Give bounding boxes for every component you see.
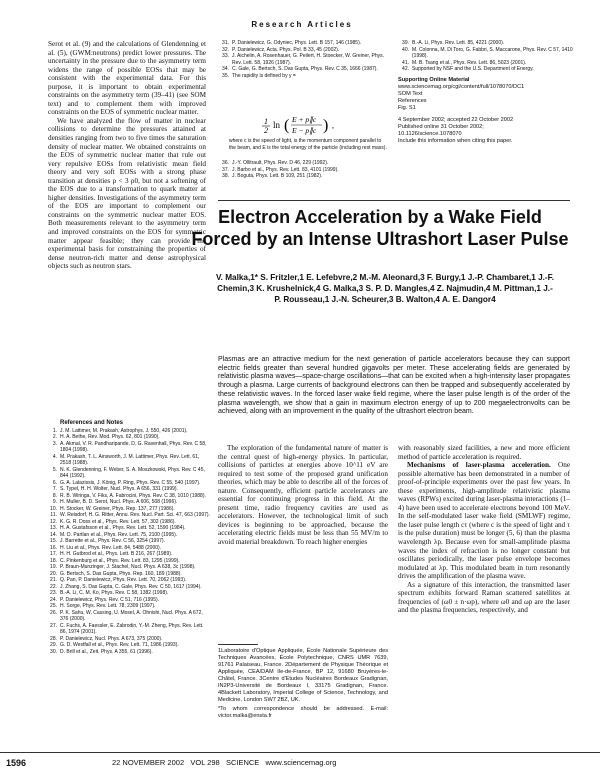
reference-number: 10. xyxy=(50,505,57,512)
reference-number: 11. xyxy=(50,512,57,518)
svg-text:,: , xyxy=(332,121,334,130)
affiliations xyxy=(218,648,388,720)
reference-text: G. Bertsch, S. Das Gupta, Phys. Rep. 160, 189 (1988). xyxy=(60,570,182,577)
correspondence-note: *To whom correspondence should be addressed. E-mail: victor.malka@ensta.fr xyxy=(218,706,388,719)
reference-text: M. Prakash, T. L. Ainsworth, J. M. Lattimer, Phys. Rev. Lett. 61, 2518 (1988). xyxy=(60,453,200,466)
reference-text: H. A. Bethe, Rev. Mod. Phys. 62, 801 (1990). xyxy=(60,434,160,440)
reference-number: 33. xyxy=(222,53,229,59)
reference-text: J. Zhang, S. Das Gupta, C. Gale, Phys. Rev. C 50, 1617 (1994). xyxy=(60,583,202,590)
reference-number: 41. xyxy=(402,59,409,66)
reference-text: H. Stocker, W. Greiner, Phys. Rep. 137, 277 (1986). xyxy=(60,505,175,512)
footnote-rule xyxy=(218,644,258,645)
reference-text: C. Gale, G. Bertsch, S. Das Gupta, Phys. Rev. C 35, 1666 (1987). xyxy=(232,66,378,72)
reference-text: G. A. Lalazissis, J. König, P. Ring, Phys. Rev. C 55, 540 (1997). xyxy=(60,479,201,486)
middle-column-body xyxy=(218,444,388,547)
reference-number: 13. xyxy=(50,525,57,531)
reference-text: W. Reisdorf, H. G. Ritter, Annu. Rev. Nucl. Part. Sci. 47, 663 (1997). xyxy=(60,512,210,518)
equation-graphic xyxy=(262,108,372,136)
reference-number: 5. xyxy=(52,466,57,473)
reference-text: B.-A. Li, C. M. Ko, Phys. Rev. C 58, 1382 (1998). xyxy=(60,590,169,596)
reference-text: J. Barbo et al., Phys. Rev. Lett. 83, 4101 (1999). xyxy=(232,166,339,173)
reference-number: 4. xyxy=(52,453,57,460)
reference-number: 22. xyxy=(50,583,57,590)
affiliation-text: 1Laboratoire d'Optique Appliquée, École Nationale Supérieure des Techniques Avancées, École Polytechnique, CNRS UMR 7639, 91761 Palaiseau, France. 2Département de Physique Théorique et Appliquée, CEA/DAM Ile-de-France, BP 12, 91680 Bruyères-le-Châtel, France. 3Centre d'Etudes Nucléaires Bordeaux Gradignan, IN2P3-Université de Bordeaux I, 33175 Gradignan, France. 4Blackett Laboratory, Imperial College of Science, Technology, and Medicine, London SW7 2BZ, UK. xyxy=(218,648,388,703)
reference-text: P. Danielewicz, Phys. Rev. C 51, 716 (1995). xyxy=(60,596,160,603)
reference-text: C. Pinkenburg et al., Phys. Rev. Lett. 83, 1295 (1999). xyxy=(60,557,180,564)
reference-number: 15. xyxy=(50,538,57,544)
references-list xyxy=(46,420,210,655)
svg-text:2: 2 xyxy=(264,126,268,135)
paragraph: One possible alternative has been demonstrated in a number of proof-of-principle experiments over the past few years. In these experiments, high-amplitude relativistic plasma waves (RPWs) excited during laser-plasma interactions (1–4) have been used to accelerate electrons beyond 100 MeV. In the self-modulated laser wake field (SMLWF) regime, the laser pulse length cτ (where c is the speed of light and τ is the pulse duration) must be longer (5, 6) than the plasma wavelength λp. Because even for small-amplitude plasma waves the index of refraction is no longer constant but oscillates periodically, the laser pulse envelope becomes modulated at λp. This modulated beam in turn resonantly drives the amplification of the plasma wave. xyxy=(398,461,571,581)
reference-number: 37. xyxy=(222,166,229,173)
reference-item xyxy=(46,454,210,467)
reference-text: P. Danielewicz, Nucl. Phys. A 673, 375 (2000). xyxy=(60,635,163,642)
reference-number: 12. xyxy=(50,518,57,525)
reference-text: M. D. Partlan et al., Phys. Rev. Lett. 75, 2100 (1995). xyxy=(60,531,178,538)
ref35-continuation: where c is the speed of light, is the momentum component parallel to the beam, and E is the total energy of the particle (including rest mass). xyxy=(229,138,387,151)
reference-text: D. Brill et al., Zeit. Phys. A 355, 61 (1996). xyxy=(60,648,153,655)
reference-text: S. Typel, H. H. Wolter, Nucl. Phys. A 656, 331 (1999). xyxy=(60,486,178,492)
reference-item xyxy=(218,53,390,66)
section-header: Research Articles xyxy=(251,20,353,29)
support-line: SOM Text xyxy=(398,90,423,97)
reference-text: P. Danielewicz, Acta. Phys. Pol. B 33, 45 (2002). xyxy=(232,46,340,53)
references-list-2 xyxy=(218,40,390,79)
svg-text:ln: ln xyxy=(273,120,281,130)
reference-number: 38. xyxy=(222,173,229,179)
supporting-material xyxy=(398,77,573,112)
reference-number: 24. xyxy=(50,596,57,603)
publication-dates: 4 September 2002; accepted 22 October 2002 Published online 31 October 2002; 10.1126/science.1078070 Include this information when citing this paper. xyxy=(398,116,514,144)
reference-item xyxy=(398,47,573,60)
reference-text: The rapidity is defined by y = xyxy=(232,72,296,79)
reference-number: 1. xyxy=(52,427,57,434)
reference-number: 25. xyxy=(50,603,57,609)
reference-number: 6. xyxy=(52,479,57,486)
article-authors: V. Malka,1* S. Fritzler,1 E. Lefebvre,2 M.-M. Aleonard,3 F. Burgy,1 J.-P. Chambaret,1 J.-F. Chemin,3 K. Krushelnick,4 G. Malka,3 S. P. D. Mangles,4 Z. Najmudin,4 M. Pittman,1 J.-P. Rousseau,1 J.-N. Scheurer,3 B. Walton,4 A. E. Dangor4 xyxy=(215,273,555,304)
reference-number: 21. xyxy=(50,577,57,583)
article-title: Electron Acceleration by a Wake Field Forced by an Intense Ultrashort Laser Pulse xyxy=(191,207,569,249)
reference-text: J.-Y. Ollitrault, Phys. Rev. D 46, 229 (1992). xyxy=(232,160,329,166)
title-rule xyxy=(218,200,570,201)
reference-text: H. A. Gustafsson et al., Phys. Rev. Lett. 52, 1590 (1984). xyxy=(60,525,186,531)
reference-number: 39. xyxy=(402,40,409,46)
references-list-2b xyxy=(218,160,390,180)
reference-text: R. B. Wiringa, V. Fiks, A. Fabrocini, Phys. Rev. C 38, 1010 (1988). xyxy=(60,492,206,499)
reference-number: 30. xyxy=(50,648,57,655)
footer-rule xyxy=(0,752,600,753)
paragraph: We have analyzed the flow of matter in nuclear collisions to determine the pressures attained at densities ranging from two to five times the saturation density of nuclear matter. We obtained constraints on the EOS of symmetric nuclear matter that rule out very repulsive EOSs from relativistic mean field theory and very soft EOSs with a strong phase transition at densities ρ < 3 ρ0, but not a softening of the EOS due to a transformation to quark matter at higher densities. Investigations of the asymmetry term of the EOS are important to complement our constraints on the symmetric nuclear matter EOS. Both measurements relevant to the asymmetry term and improved constraints on the EOS for symmetric matter appear feasible; they can provide the experimental basis for constraining the properties of dense neutron-rich matter and dense astrophysical objects such as neutron stars. xyxy=(48,116,206,271)
reference-item xyxy=(46,610,210,623)
reference-item xyxy=(46,649,210,656)
left-column-body xyxy=(48,40,206,271)
reference-number: 29. xyxy=(50,642,57,648)
reference-text: P. Danielewicz, G. Odyniec, Phys. Lett. B 157, 146 (1985). xyxy=(232,40,362,46)
reference-number: 32. xyxy=(222,46,229,53)
reference-number: 9. xyxy=(52,499,57,505)
reference-number: 16. xyxy=(50,544,57,551)
svg-text:1: 1 xyxy=(264,117,268,126)
reference-text: J. Aichelin, A. Rosenhauer, G. Peilert, H. Stoecker, W. Greiner, Phys. Rev. Lett. 58, 1926 (1987). xyxy=(232,53,385,66)
svg-text:(: ( xyxy=(284,117,290,134)
svg-text:E + p∥c: E + p∥c xyxy=(292,115,317,124)
references-list-3 xyxy=(398,40,573,145)
reference-text: N. K. Glendenning, F. Weber, S. A. Moszkowski, Phys. Rev. C 45, 844 (1992). xyxy=(60,466,205,479)
paragraph: The exploration of the fundamental nature of matter is the central quest of high-energy physics. In particular, collisions of particles at energies above 10^11 eV are required to test some of the proposed grand unification theories, which may be able to describe all of the forces of nature. Consequently, efficient particle accelerators are essential for continuing progress in this field. At the present time, radio frequency cavities are used as accelerators. However, the technological limit of such devices is beginning to be approached, because the accelerating electric fields must be less than 55 MV/m to avoid material breakdown. To reach higher energies xyxy=(218,444,388,547)
paragraph: Serot et al. (9) and the calculations of Glendenning et al. (5), (GWM:neutrons) predict lower pressures. The uncertainty in the pressure due to the asymmetry term widens the range of possible EOSs that may be consistent with the experimental data. For this purpose, it is important to obtain experimental constraints on the asymmetry term (39–41) (see SOM text) and to complement them with improved constraints on the EOS of symmetric nuclear matter. xyxy=(48,40,206,117)
reference-text: H. H. Gutbrod et al., Phys. Lett. B 216, 267 (1989). xyxy=(60,551,173,557)
reference-item xyxy=(46,467,210,480)
reference-number: 7. xyxy=(52,486,57,492)
reference-number: 23. xyxy=(50,590,57,596)
reference-text: P. Braun-Munzinger, J. Stachel, Nucl. Phys. A 638, 3c (1998). xyxy=(60,564,196,570)
reference-item xyxy=(46,441,210,454)
reference-item xyxy=(398,66,573,73)
support-heading: Supporting Online Material xyxy=(398,76,470,83)
reference-number: 14. xyxy=(50,531,57,538)
reference-number: 31. xyxy=(222,40,229,46)
reference-number: 27. xyxy=(50,622,57,629)
reference-text: M. Colonna, M. Di Toro, G. Fabbri, S. Maccarone, Phys. Rev. C 57, 1410 (1998). xyxy=(412,46,573,59)
reference-text: J. M. Lattimer, M. Prakash, Astrophys. J. 550, 426 (2001). xyxy=(60,427,188,434)
rapidity-equation xyxy=(262,108,372,138)
reference-text: J. Boguta, Phys. Lett. B 109, 251 (1982). xyxy=(232,173,323,179)
svg-text:): ) xyxy=(323,117,329,134)
support-link[interactable]: www.sciencemag.org/cgi/content/full/1078070/DC1 xyxy=(398,83,525,90)
right-column-body xyxy=(398,444,570,615)
support-line: Fig. S1 xyxy=(398,104,416,111)
issue-info: 22 NOVEMBER 2002 VOL 298 SCIENCE www.sciencemag.org xyxy=(112,758,337,767)
reference-number: 26. xyxy=(50,609,57,616)
support-line: References xyxy=(398,97,427,104)
reference-item xyxy=(218,173,390,180)
reference-text: H. Sorge, Phys. Rev. Lett. 78, 2309 (1997). xyxy=(60,603,156,609)
reference-number: 19. xyxy=(50,564,57,570)
reference-number: 42. xyxy=(402,66,409,72)
article-abstract: Plasmas are an attractive medium for the next generation of particle accelerators because they can support electric fields greater than several hundred gigavolts per meter. These accelerating fields are generated by relativistic plasma waves—space-charge oscillations—that can be excited when a high-intensity laser propagates through a plasma. Large currents of background electrons can then be trapped and subsequently accelerated by these relativistic waves. In the forced laser wake field regime, where the laser pulse length is of the order of the plasma wavelength, we show that a gain in maximum electron energy of up to 200 megaelectronvolts can be achieved, along with an improvement in the quality of the ultrashort electron beam. xyxy=(218,356,570,416)
reference-number: 36. xyxy=(222,160,229,166)
reference-text: C. Fuchs, A. Faessler, E. Zabrodin, Y.-M. Zheng, Phys. Rev. Lett. 86, 1974 (2001). xyxy=(60,622,204,635)
reference-number: 40. xyxy=(402,46,409,53)
reference-number: 35. xyxy=(222,72,229,79)
reference-text: Q. Pan, P. Danielewicz, Phys. Rev. Lett. 70, 2062 (1993). xyxy=(60,577,187,583)
subheading: Mechanisms of laser-plasma acceleration. xyxy=(407,461,551,470)
reference-text: P. K. Sahu, W. Cassing, U. Mosel, A. Ohnishi, Nucl. Phys. A 672, 376 (2000). xyxy=(60,609,203,622)
reference-text: H. Liu et al., Phys. Rev. Lett. 84, 5488 (2000). xyxy=(60,544,162,551)
reference-number: 3. xyxy=(52,440,57,447)
reference-number: 17. xyxy=(50,551,57,557)
reference-item xyxy=(218,73,390,80)
paragraph: As a signature of this interaction, the transmitted laser spectrum exhibits forward Raman scattered satellites at frequencies of (ω0 ± n·ωp), where ω0 and ωp are the laser and the plasma frequencies, respectively, and xyxy=(398,580,570,615)
reference-number: 8. xyxy=(52,492,57,499)
reference-text: H. Muller, B. D. Serot, Nucl. Phys. A 606, 508 (1996). xyxy=(60,499,178,505)
reference-text: A. Akmal, V. R. Pandharipande, D. G. Ravenhall, Phys. Rev. C 58, 1804 (1998). xyxy=(60,440,207,453)
reference-text: G. D. Westfall et al., Phys. Rev. Lett. 71, 1986 (1993). xyxy=(60,642,179,648)
reference-number: 2. xyxy=(52,434,57,440)
references-heading: References and Notes xyxy=(60,420,124,426)
reference-text: J. Barrette et al., Phys. Rev. C 56, 3254 (1997). xyxy=(60,538,165,544)
reference-item xyxy=(46,623,210,636)
reference-number: 20. xyxy=(50,570,57,577)
reference-text: B.-A. Li, Phys. Rev. Lett. 85, 4221 (2000). xyxy=(412,40,505,46)
reference-number: 28. xyxy=(50,635,57,642)
reference-number: 34. xyxy=(222,66,229,72)
reference-text: K. G. R. Doss et al., Phys. Rev. Lett. 57, 302 (1986). xyxy=(60,518,176,525)
paragraph: with reasonably sized facilities, a new and more efficient method of particle acceleration is required. xyxy=(398,444,570,461)
reference-text: M. B. Tsang et al., Phys. Rev. Lett. 86, 5023 (2001). xyxy=(412,59,527,66)
reference-text: Supported by NSF and the U.S. Department of Energy. xyxy=(412,66,534,72)
reference-number: 18. xyxy=(50,557,57,564)
svg-text:E − p∥c: E − p∥c xyxy=(292,126,317,135)
page-number: 1596 xyxy=(6,758,27,768)
